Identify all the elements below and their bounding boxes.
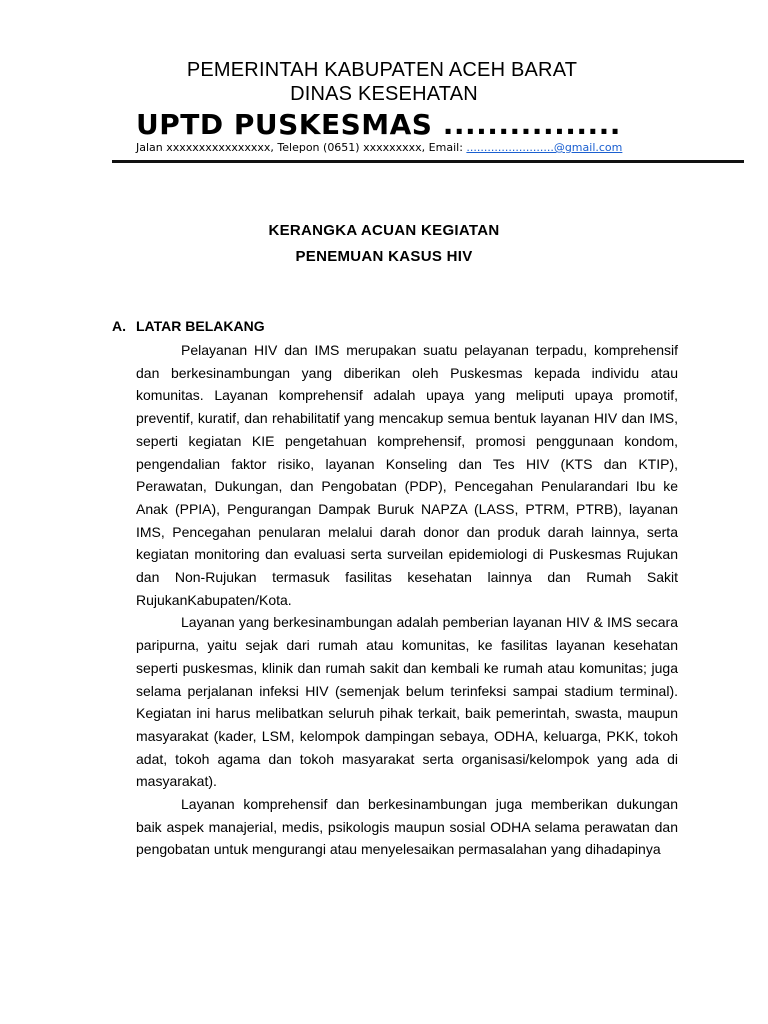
government-name: PEMERINTAH KABUPATEN ACEH BARAT — [186, 59, 578, 81]
section-heading — [112, 318, 265, 334]
section-title: LATAR BELAKANG — [136, 318, 265, 334]
paragraph: Pelayanan HIV dan IMS merupakan suatu pelayanan terpadu, komprehensif dan berkesinambungan yang diberikan oleh Puskesmas kepada individu atau komunitas. Layanan komprehensif adalah upaya yang meliputi upaya promotif, preventif, kuratif, dan rehabilitatif yang mencakup semua bentuk layanan HIV dan IMS, seperti kegiatan KIE pengetahuan komprehensif, promosi penggunaan kondom, pengendalian faktor risiko, layanan Konseling dan Tes HIV (KTS dan KTIP), Perawatan, Dukungan, dan Pengobatan (PDP), Pencegahan Penularandari Ibu ke Anak (PPIA), Pengurangan Dampak Buruk NAPZA (LASS, PTRM, PTRB), layanan IMS, Pencegahan penularan melalui darah donor dan produk darah lainnya, serta kegiatan monitoring dan evaluasi serta surveilan epidemiologi di Puskesmas Rujukan dan Non-Rujukan termasuk fasilitas kesehatan lainnya dan Rumah Sakit RujukanKabupaten/Kota. — [136, 342, 678, 608]
paragraph: Layanan yang berkesinambungan adalah pemberian layanan HIV & IMS secara paripurna, yaitu sejak dari rumah atau komunitas, ke fasilitas layanan kesehatan seperti puskesmas, klinik dan rumah sakit dan kembali ke rumah atau komunitas; juga selama perjalanan infeksi HIV (semenjak belum terinfeksi sampai stadium terminal). Kegiatan ini harus melibatkan seluruh pihak terkait, baik pemerintah, swasta, maupun masyarakat (kader, LSM, kelompok dampingan sebaya, ODHA, keluarga, PKK, tokoh adat, tokoh agama dan tokoh masyarakat serta organisasi/kelompok yang ada di masyarakat). — [136, 614, 678, 790]
email-link[interactable]: .........................@gmail.com — [466, 141, 623, 154]
section-number: A. — [112, 318, 126, 334]
department-name: DINAS KESEHATAN — [290, 83, 478, 105]
document-subtitle: PENEMUAN KASUS HIV — [295, 248, 473, 265]
contact-line — [136, 141, 622, 154]
organization-name: UPTD PUSKESMAS ................ — [136, 108, 621, 141]
letterhead — [0, 58, 768, 154]
letterhead-divider — [112, 160, 744, 163]
section-body — [136, 339, 678, 861]
contact-address-phone: Jalan xxxxxxxxxxxxxxxx, Telepon (0651) xxxxxxxxx, Email: — [136, 141, 467, 154]
document-title: KERANGKA ACUAN KEGIATAN — [268, 222, 500, 239]
paragraph: Layanan komprehensif dan berkesinambungan juga memberikan dukungan baik aspek manajerial, medis, psikologis maupun sosial ODHA selama perawatan dan pengobatan untuk mengurangi atau menyelesaikan permasalahan yang dihadapinya — [136, 796, 678, 858]
